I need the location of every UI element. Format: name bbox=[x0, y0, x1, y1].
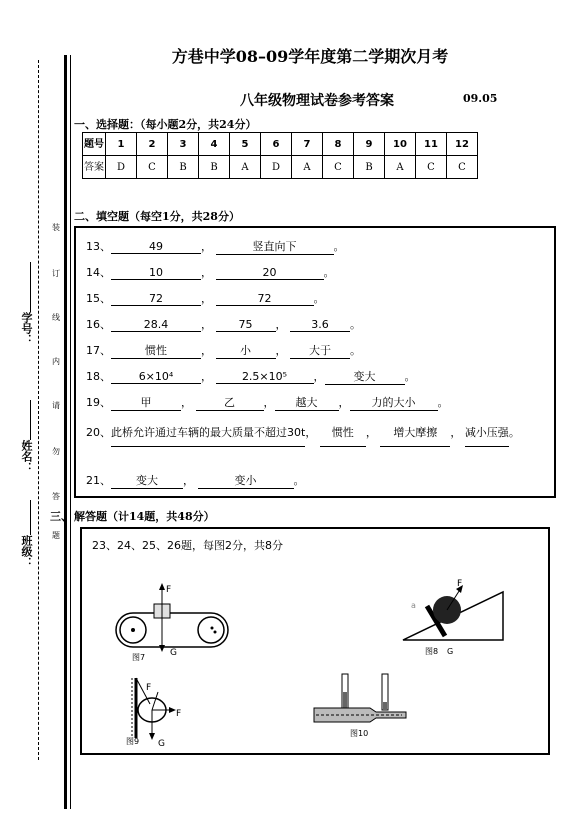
blank-answer: 越大 bbox=[275, 394, 339, 411]
blank-answer: 减小压强 bbox=[465, 420, 509, 447]
blank-answer: 72 bbox=[111, 292, 201, 306]
force-label: F bbox=[176, 709, 182, 719]
blank-answer: 20 bbox=[216, 266, 324, 280]
row-label: 题号 bbox=[83, 133, 106, 156]
item-number: 15、 bbox=[86, 292, 111, 305]
force-label: F bbox=[146, 683, 152, 693]
seal-char: 装 bbox=[52, 223, 60, 232]
figure-10 bbox=[310, 672, 410, 742]
class-field-line bbox=[30, 500, 31, 535]
margin-double-line bbox=[64, 55, 67, 809]
figure-8 bbox=[395, 576, 510, 661]
question-number: 12 bbox=[447, 133, 478, 156]
blank-answer: 此桥允许通过车辆的最大质量不超过30t bbox=[111, 420, 305, 447]
table-row bbox=[83, 133, 478, 156]
answer-cell: C bbox=[447, 156, 478, 179]
seal-char: 线 bbox=[52, 313, 60, 322]
name-label: 姓名： bbox=[20, 440, 33, 473]
item-number: 17、 bbox=[86, 344, 111, 357]
item-number: 16、 bbox=[86, 318, 111, 331]
question-number: 4 bbox=[199, 133, 230, 156]
exam-date: 09.05 bbox=[463, 92, 498, 105]
fill-item-15: 15、 72 ， 72 。 bbox=[86, 292, 325, 305]
blank-answer: 10 bbox=[111, 266, 201, 280]
blank-answer: 力的大小 bbox=[350, 394, 438, 411]
answer-cell: B bbox=[199, 156, 230, 179]
fill-item-14: 14、 10 ， 20 。 bbox=[86, 266, 335, 279]
id-label: 学号： bbox=[20, 312, 33, 345]
item-number: 18、 bbox=[86, 370, 111, 383]
section2-heading: 二、填空题（每空1分，共28分） bbox=[74, 210, 240, 223]
blank-answer: 3.6 bbox=[290, 318, 350, 332]
question-number: 6 bbox=[261, 133, 292, 156]
class-label: 班级： bbox=[20, 535, 33, 568]
answer-cell: C bbox=[416, 156, 447, 179]
answer-cell: D bbox=[261, 156, 292, 179]
table-row bbox=[83, 156, 478, 179]
margin-thin-line bbox=[70, 55, 71, 809]
name-field-line bbox=[30, 400, 31, 440]
question-number: 10 bbox=[385, 133, 416, 156]
answer-cell: D bbox=[106, 156, 137, 179]
force-label: F bbox=[457, 579, 463, 589]
answer-cell: A bbox=[230, 156, 261, 179]
dashed-binding-line bbox=[38, 60, 39, 760]
blank-answer: 6×10⁴ bbox=[111, 370, 201, 384]
figure-9 bbox=[108, 674, 198, 754]
answer-cell: B bbox=[354, 156, 385, 179]
blank-answer: 变小 bbox=[198, 472, 294, 489]
seal-char: 题 bbox=[52, 531, 60, 540]
fill-item-19: 19、 甲 ， 乙 ， 越大 ， 力的大小 。 bbox=[86, 396, 449, 409]
force-label: G bbox=[447, 647, 454, 656]
blank-answer: 49 bbox=[111, 240, 201, 254]
page-title: 方巷中学08–09学年度第二学期次月考 bbox=[171, 47, 449, 66]
blank-answer: 乙 bbox=[196, 394, 264, 411]
blank-answer: 增大摩擦 bbox=[380, 420, 450, 447]
blank-answer: 小 bbox=[216, 342, 276, 359]
answer-cell: B bbox=[168, 156, 199, 179]
figure-caption: 图8 bbox=[425, 647, 439, 656]
fill-item-21: 21、 变大 ， 变小 。 bbox=[86, 474, 305, 487]
answer-cell: C bbox=[323, 156, 354, 179]
fill-item-17: 17、 惯性 ， 小 ， 大于 。 bbox=[86, 344, 361, 357]
force-label: F bbox=[166, 585, 172, 595]
blank-answer: 75 bbox=[216, 318, 276, 332]
blank-answer: 惯性 bbox=[111, 342, 201, 359]
answer-table bbox=[82, 132, 478, 179]
page-subtitle: 八年级物理试卷参考答案 bbox=[240, 93, 394, 109]
item-number: 21、 bbox=[86, 474, 111, 487]
question-number: 1 bbox=[106, 133, 137, 156]
fill-item-20: 20、此桥允许通过车辆的最大质量不超过30t， 惯性 ， 增大摩擦 ， 减小压强。 bbox=[86, 420, 546, 447]
figure-caption: 图7 bbox=[132, 653, 146, 662]
blank-answer: 变大 bbox=[325, 368, 405, 385]
seal-char: 勿 bbox=[52, 447, 60, 456]
blank-answer: 大于 bbox=[290, 342, 350, 359]
row-label: 答案 bbox=[83, 156, 106, 179]
question-number: 8 bbox=[323, 133, 354, 156]
answer-cell: A bbox=[385, 156, 416, 179]
id-field-line bbox=[30, 262, 31, 312]
question-number: 3 bbox=[168, 133, 199, 156]
blank-answer: 竖直向下 bbox=[216, 238, 334, 255]
question-number: 9 bbox=[354, 133, 385, 156]
item-number: 19、 bbox=[86, 396, 111, 409]
blank-answer: 变大 bbox=[111, 472, 183, 489]
item-number: 20、 bbox=[86, 426, 111, 439]
blank-answer: 28.4 bbox=[111, 318, 201, 332]
answer-cell: A bbox=[292, 156, 323, 179]
section1-heading: 一、选择题：（每小题2分，共24分） bbox=[74, 118, 257, 131]
figure-caption: 图9 bbox=[126, 737, 140, 746]
blank-answer: 72 bbox=[216, 292, 314, 306]
svg-text:a: a bbox=[411, 601, 416, 610]
section3-note: 23、24、25、26题，每图2分，共8分 bbox=[92, 539, 283, 552]
seal-char: 请 bbox=[52, 401, 60, 410]
seal-char: 订 bbox=[52, 269, 60, 278]
fill-item-13: 13、 49 ， 竖直向下 。 bbox=[86, 240, 345, 253]
fill-item-18: 18、 6×10⁴ ， 2.5×10⁵ ， 变大 。 bbox=[86, 370, 416, 383]
question-number: 11 bbox=[416, 133, 447, 156]
force-label: G bbox=[158, 739, 165, 749]
blank-answer: 甲 bbox=[111, 394, 181, 411]
question-number: 7 bbox=[292, 133, 323, 156]
section3-heading: 解答题（计14题，共48分） bbox=[74, 510, 215, 523]
item-number: 13、 bbox=[86, 240, 111, 253]
section3-heading-prefix: 三、 bbox=[50, 510, 72, 523]
figure-caption: 图10 bbox=[350, 729, 369, 738]
blank-answer: 2.5×10⁵ bbox=[216, 370, 314, 384]
force-label: G bbox=[170, 648, 177, 658]
item-number: 14、 bbox=[86, 266, 111, 279]
question-number: 5 bbox=[230, 133, 261, 156]
answer-cell: C bbox=[137, 156, 168, 179]
blank-answer: 惯性 bbox=[320, 420, 366, 447]
figure-7 bbox=[108, 580, 238, 665]
seal-char: 内 bbox=[52, 357, 60, 366]
fill-item-16: 16、 28.4 ， 75 ， 3.6 。 bbox=[86, 318, 361, 331]
question-number: 2 bbox=[137, 133, 168, 156]
seal-char: 答 bbox=[52, 492, 60, 501]
